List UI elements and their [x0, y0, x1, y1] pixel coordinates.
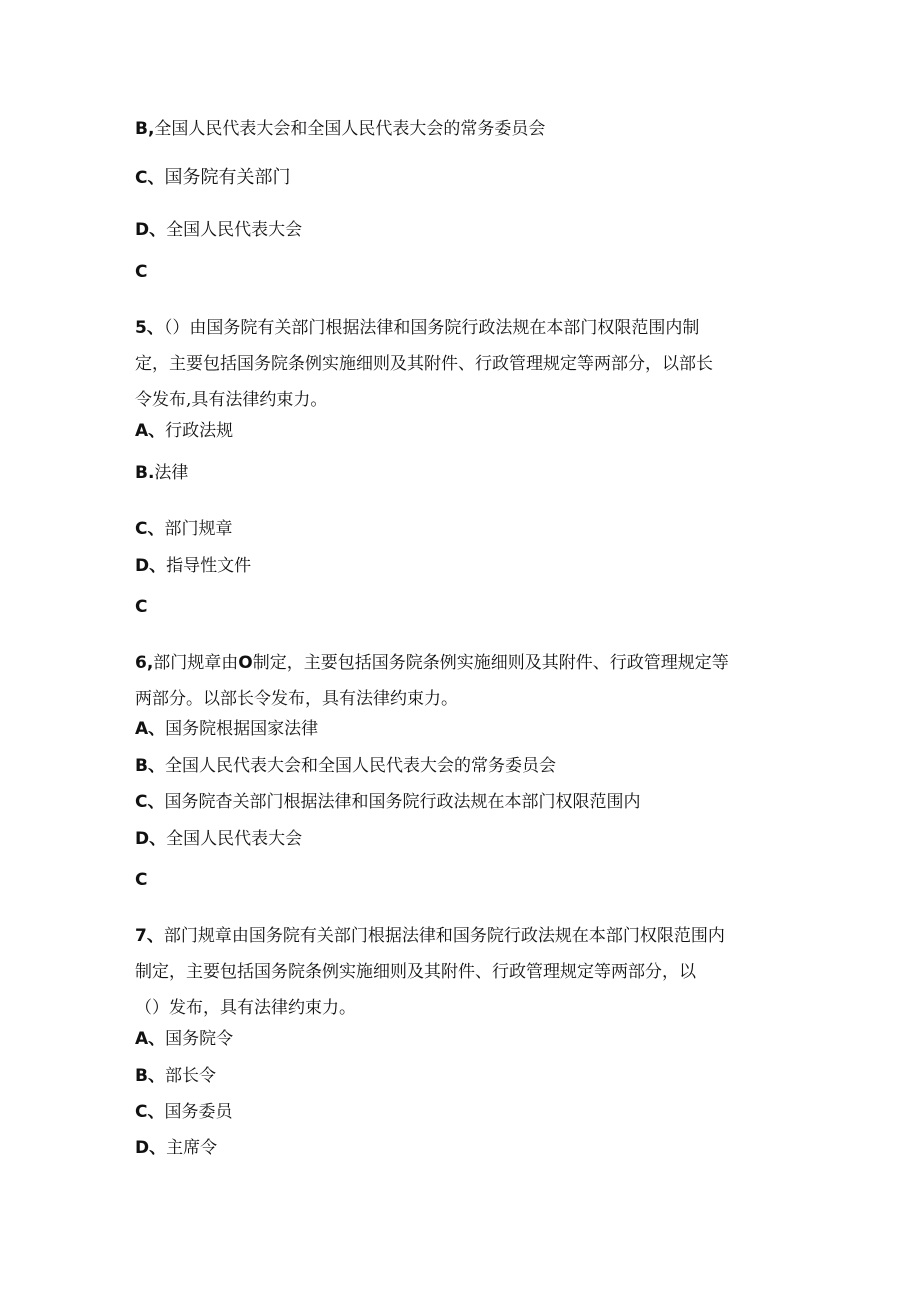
- q7-stem-line-2: 制定，主要包括国务院条例实施细则及其附件、行政管理规定等两部分，以: [135, 962, 696, 982]
- option-letter: B,: [135, 119, 155, 139]
- option-letter: C、: [135, 1102, 165, 1122]
- q6-option-a: [135, 719, 318, 739]
- option-text: 国务院令: [165, 1029, 234, 1049]
- option-text: 指导性文件: [166, 556, 252, 576]
- option-letter: B、: [135, 756, 165, 776]
- option-letter: B、: [135, 1066, 165, 1086]
- q7-option-c: [135, 1102, 232, 1122]
- q6-option-d: [135, 829, 302, 849]
- stem-text: （）由国务院有关部门根据法律和国务院行政法规在本部门权限范围内制: [163, 318, 700, 338]
- q7-option-b: [135, 1066, 216, 1086]
- q5-stem-line-1: [135, 310, 713, 346]
- q7-stem-line-3: （）发布，具有法律约束力。: [135, 998, 356, 1018]
- option-letter: D、: [135, 556, 167, 576]
- question-number: 5、: [135, 318, 164, 338]
- stem-text: 部门规章由国务院有关部门根据法律和国务院行政法规在本部门权限范围内: [163, 926, 725, 946]
- option-text: 部门规章: [164, 519, 233, 539]
- q6-stem: [135, 645, 729, 717]
- option-letter: D、: [135, 220, 167, 240]
- question-number: 7、: [135, 926, 164, 946]
- blank-marker: O: [238, 653, 253, 673]
- option-letter: A、: [135, 719, 166, 739]
- q7-stem-line-1: [135, 918, 725, 954]
- q5-option-a: [135, 421, 233, 441]
- option-text: 全国人民代表大会和全国人民代表大会的常务委员会: [164, 756, 556, 776]
- option-text: 国务院有关部门: [164, 167, 291, 188]
- q5-stem-line-3: 令发布,具有法律约束力。: [135, 390, 328, 410]
- option-letter: C、: [135, 168, 165, 188]
- q6-option-b: [135, 756, 556, 776]
- q7-stem: [135, 918, 725, 1026]
- option-text: 部长令: [164, 1066, 216, 1086]
- q5-answer: C: [135, 597, 148, 617]
- question-number: 6,: [135, 653, 154, 673]
- q4-option-b: [135, 119, 545, 139]
- q5-stem: [135, 310, 713, 418]
- q6-stem-line-1: [135, 645, 729, 681]
- option-text: 全国人民代表大会: [166, 220, 303, 240]
- option-text: 国务委员: [164, 1102, 233, 1122]
- option-letter: A、: [135, 421, 166, 441]
- option-text: 国务院杳关部门根据法律和国务院行政法规在本部门权限范围内: [164, 792, 641, 812]
- option-text: 法律: [154, 463, 189, 483]
- option-text: 国务院根据国家法律: [165, 719, 319, 739]
- q5-option-c: [135, 519, 232, 539]
- q5-option-b: [135, 463, 188, 483]
- option-letter: D、: [135, 829, 167, 849]
- option-letter: C、: [135, 792, 165, 812]
- option-text: 全国人民代表大会和全国人民代表大会的常务委员会: [154, 119, 546, 139]
- stem-text: 部门规章由: [153, 653, 239, 673]
- option-letter: D、: [135, 1138, 167, 1158]
- q5-stem-line-2: 定，主要包括国务院条例实施细则及其附件、行政管理规定等两部分，以部长: [135, 354, 713, 374]
- q6-answer: C: [135, 870, 148, 890]
- q4-answer: C: [135, 262, 148, 282]
- option-text: 主席令: [166, 1138, 218, 1158]
- option-text: 全国人民代表大会: [166, 829, 303, 849]
- option-text: 行政法规: [165, 421, 234, 441]
- option-letter: B.: [135, 463, 155, 483]
- q4-option-c: [135, 168, 290, 188]
- q6-stem-line-2: 两部分。以部长令发布，具有法律约束力。: [135, 689, 458, 709]
- q4-option-d: [135, 220, 302, 240]
- q7-option-d: [135, 1138, 217, 1158]
- q6-option-c: [135, 792, 640, 812]
- q7-option-a: [135, 1029, 233, 1049]
- q5-option-d: [135, 556, 251, 576]
- option-letter: C、: [135, 519, 165, 539]
- option-letter: A、: [135, 1029, 166, 1049]
- stem-text: 制定，主要包括国务院条例实施细则及其附件、行政管理规定等: [252, 653, 729, 673]
